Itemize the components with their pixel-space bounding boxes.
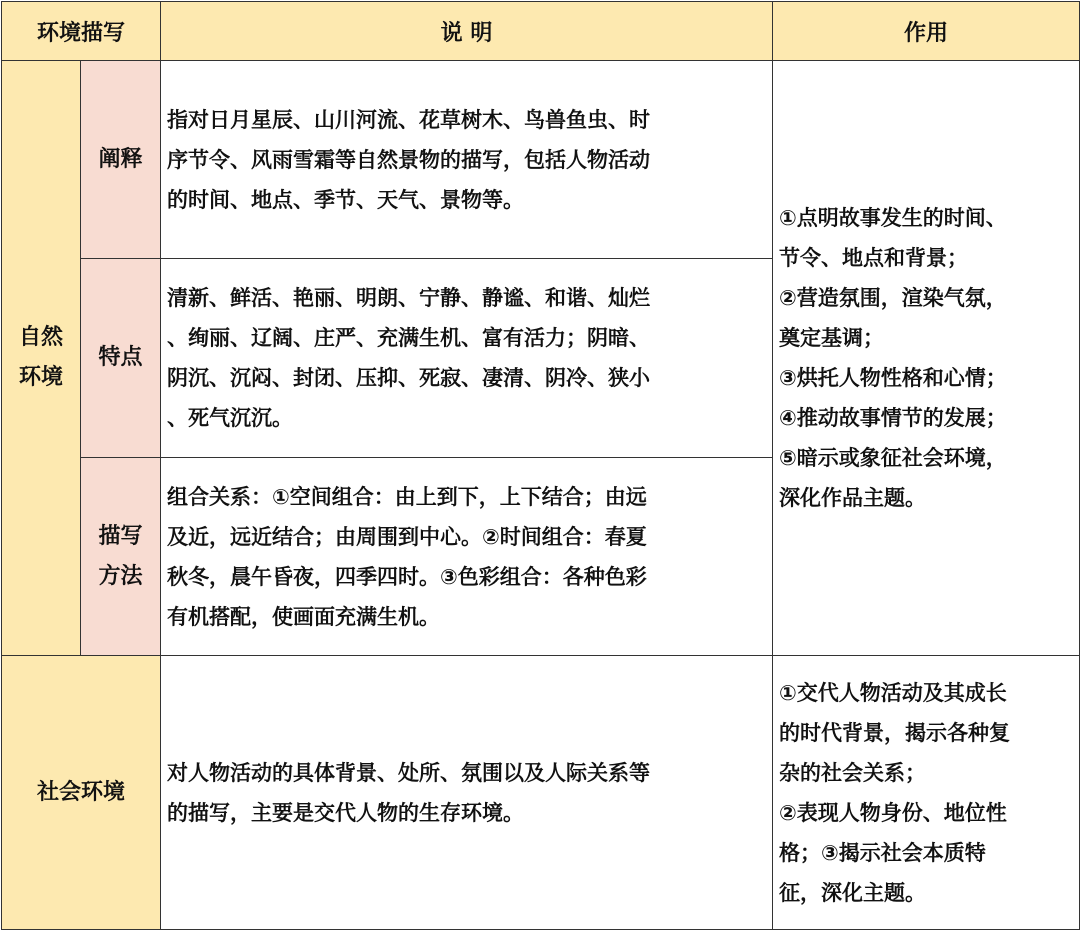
environment-description-table [1, 1, 1080, 930]
social-explain-text: 对人物活动的具体背景、处所、氛围以及人际关系等 的描写，主要是交代人物的生存环境。 [161, 656, 773, 930]
explanation-text: 指对日月星辰、山川河流、花草树木、鸟兽鱼虫、时 序节令、风雨雪霜等自然景物的描写，包括人物活动 的时间、地点、季节、天气、景物等。 [161, 61, 773, 259]
subcategory-methods: 描写 方法 [81, 458, 161, 656]
features-text: 清新、鲜活、艳丽、明朗、宁静、静谧、和谐、灿烂 、绚丽、辽阔、庄严、充满生机、富有活力；阴暗、 阴沉、沉闷、封闭、压抑、死寂、凄清、阴冷、狭小 、死气沉沉。 [161, 259, 773, 458]
header-effect: 作用 [773, 2, 1080, 61]
social-effect-text: ①交代人物活动及其成长 的时代背景，揭示各种复 杂的社会关系； ②表现人物身份、地位性 格；③揭示社会本质特 征，深化主题。 [773, 656, 1080, 930]
subcategory-explanation: 阐释 [81, 61, 161, 259]
subcategory-features: 特点 [81, 259, 161, 458]
category-social-environment: 社会环境 [2, 656, 161, 930]
methods-text: 组合关系：①空间组合：由上到下，上下结合；由远 及近，远近结合；由周围到中心。②时间组合：春夏 秋冬，晨午昏夜，四季四时。③色彩组合：各种色彩 有机搭配，使画面充满生机。 [161, 458, 773, 656]
header-explain: 说 明 [161, 2, 773, 61]
natural-effect-text: ①点明故事发生的时间、 节令、地点和背景； ②营造氛围，渲染气氛， 奠定基调； ③烘托人物性格和心情； ④推动故事情节的发展； ⑤暗示或象征社会环境， 深化作品主题。 [773, 61, 1080, 656]
header-env-desc: 环境描写 [2, 2, 161, 61]
category-natural-environment: 自然 环境 [2, 61, 81, 656]
